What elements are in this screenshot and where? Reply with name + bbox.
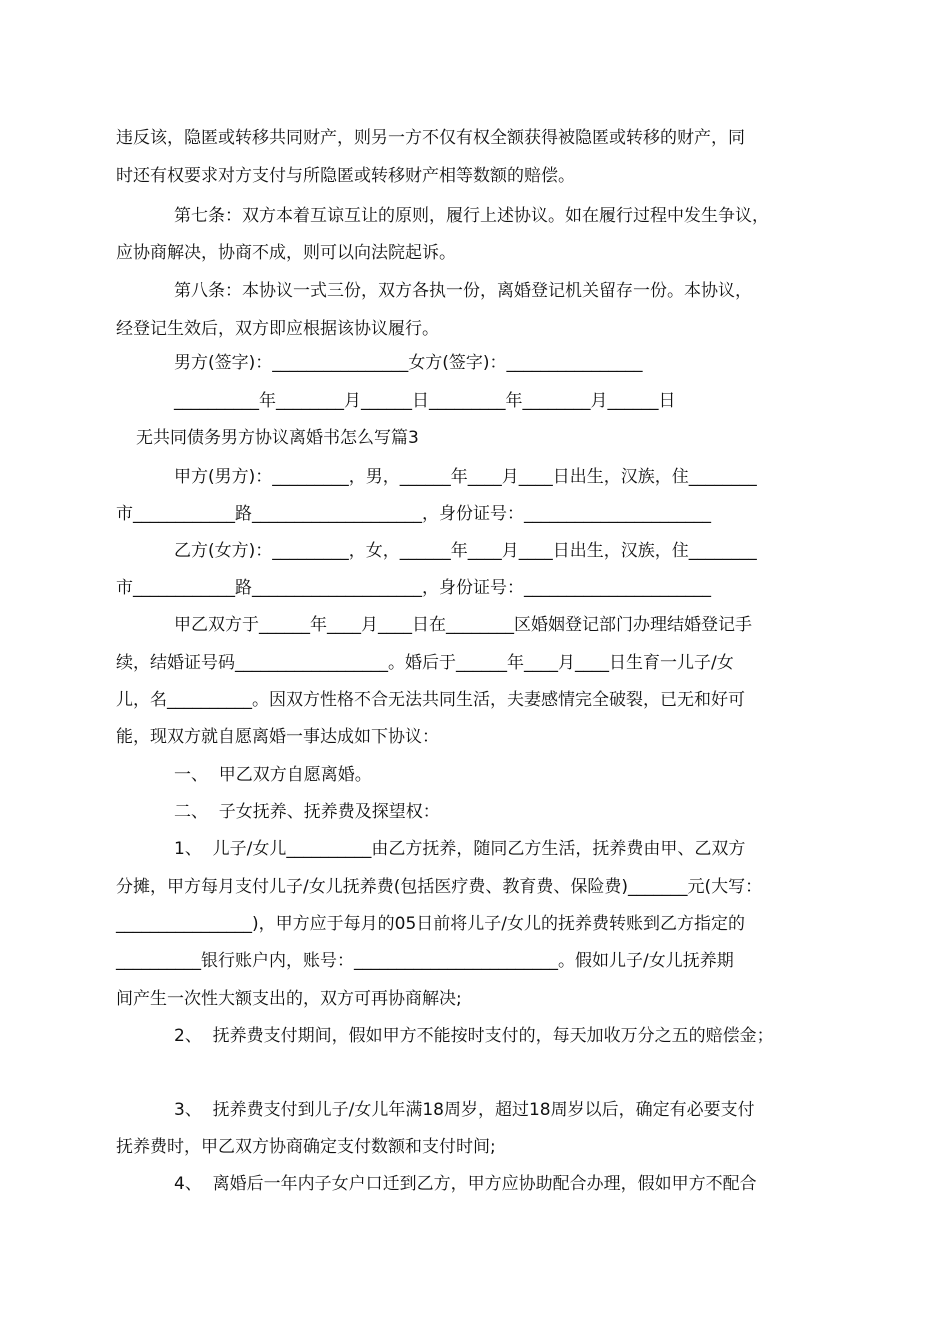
text-line: 甲乙双方于______年____月____日在________区婚姻登记部门办理结婚登记手 (174, 615, 752, 635)
text-line: 第七条：双方本着互谅互让的原则，履行上述协议。如在履行过程中发生争议， (174, 206, 769, 226)
text-line: 2、 抚养费支付期间，假如甲方不能按时支付的，每天加收万分之五的赔偿金； (174, 1026, 774, 1046)
signature-line: 男方(签字)：________________女方(签字)：________________ (174, 353, 643, 373)
text-line: 能，现双方就自愿离婚一事达成如下协议： (116, 727, 439, 747)
text-line: 市____________路____________________，身份证号：______________________ (116, 504, 711, 524)
text-line: 续，结婚证号码__________________。婚后于______年____月____日生育一儿子/女 (116, 653, 734, 673)
text-line: 第八条：本协议一式三份，双方各执一份，离婚登记机关留存一份。本协议， (174, 281, 752, 301)
text-line: 3、 抚养费支付到儿子/女儿年满18周岁，超过18周岁以后，确定有必要支付 (174, 1100, 755, 1120)
text-line: 时还有权要求对方支付与所隐匿或转移财产相等数额的赔偿。 (116, 166, 575, 186)
text-line: 二、 子女抚养、抚养费及探望权： (174, 802, 440, 822)
text-line: 市____________路____________________，身份证号：______________________ (116, 578, 711, 598)
text-line: 分摊，甲方每月支付儿子/女儿抚养费(包括医疗费、教育费、保险费)_______元(大写： (116, 877, 763, 897)
text-line: 抚养费时，甲乙双方协商确定支付数额和支付时间; (116, 1137, 496, 1157)
text-line: 经登记生效后，双方即应根据该协议履行。 (116, 319, 439, 339)
text-line: 一、 甲乙双方自愿离婚。 (174, 765, 372, 785)
text-line: 1、 儿子/女儿__________由乙方抚养，随同乙方生活，抚养费由甲、乙双方 (174, 839, 746, 859)
text-line: 违反该，隐匿或转移共同财产，则另一方不仅有权全额获得被隐匿或转移的财产，同 (116, 128, 745, 148)
text-line: 间产生一次性大额支出的，双方可再协商解决; (116, 989, 462, 1009)
date-line: __________年________月______日_________年________月______日 (174, 391, 676, 411)
section-heading: 无共同债务男方协议离婚书怎么写篇3 (136, 428, 419, 448)
text-line: ________________)，甲方应于每月的05日前将儿子/女儿的抚养费转账到乙方指定的 (116, 914, 745, 934)
text-line: 4、 离婚后一年内子女户口迁到乙方，甲方应协助配合办理，假如甲方不配合 (174, 1174, 757, 1194)
text-line: 甲方(男方)：_________，男，______年____月____日出生，汉族，住________ (174, 467, 757, 487)
text-line: __________银行账户内，账号：________________________。假如儿子/女儿抚养期 (116, 951, 734, 971)
text-line: 乙方(女方)：_________，女，______年____月____日出生，汉族，住________ (174, 541, 757, 561)
text-line: 应协商解决，协商不成，则可以向法院起诉。 (116, 243, 456, 263)
text-line: 儿，名__________。因双方性格不合无法共同生活，夫妻感情完全破裂，已无和好可 (116, 690, 745, 710)
